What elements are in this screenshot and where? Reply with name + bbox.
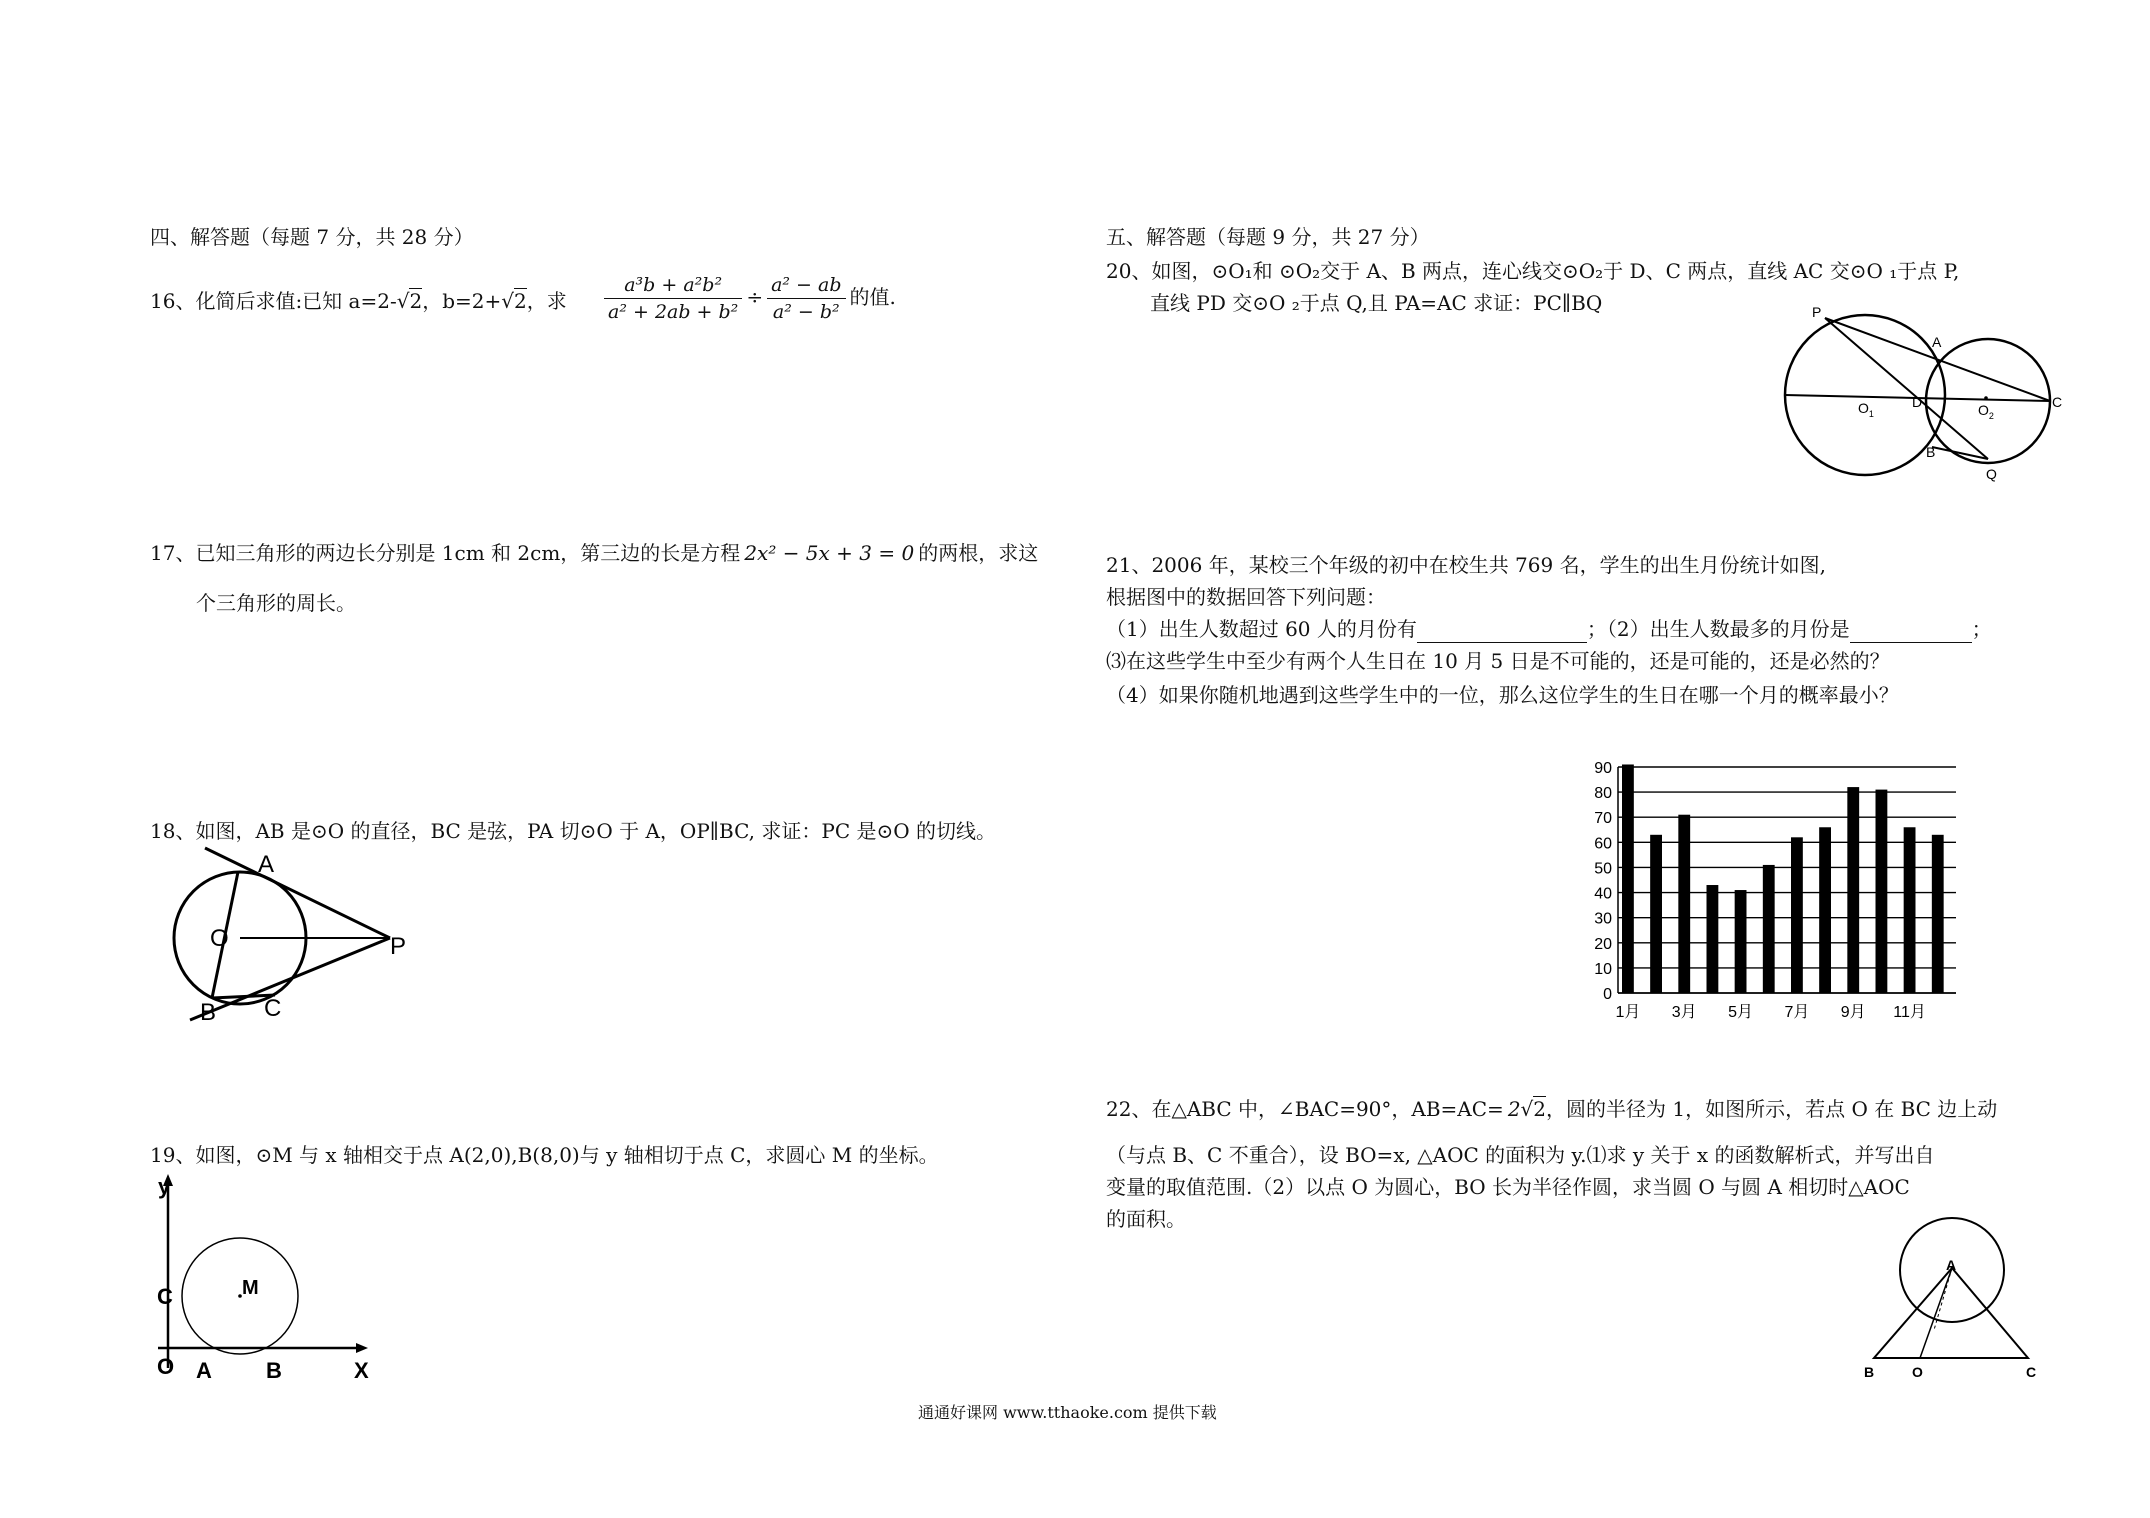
sqrt-sign: √	[1520, 1097, 1534, 1121]
bar	[1876, 790, 1888, 993]
question-16	[150, 288, 567, 314]
label-b: B	[200, 999, 217, 1026]
q16-mid: ，b=2+	[422, 289, 502, 313]
question-21-line5: （4）如果你随机地遇到这些学生中的一位，那么这位学生的生日在哪一个月的概率最小？	[1106, 683, 1899, 707]
birth-month-bar-chart	[1570, 755, 1970, 1025]
q17-equation: 2x² − 5x + 3 = 0	[744, 541, 915, 565]
question-19: 19、如图，⊙M 与 x 轴相交于点 A(2,0),B(8,0)与 y 轴相切于点 C，求圆心 M 的坐标。	[150, 1143, 939, 1167]
question-20-line2: 直线 PD 交⊙O ₂于点 Q,且 PA=AC 求证：PC∥BQ	[1150, 291, 1603, 315]
question-22-line2: （与点 B、C 不重合），设 BO=x, △AOC 的面积为 y.⑴求 y 关于 x 的函数解析式，并写出自	[1106, 1143, 1935, 1167]
label-o: O	[1912, 1364, 1923, 1380]
q22-coefficient: 2	[1507, 1097, 1521, 1121]
bar	[1678, 815, 1690, 993]
chart-y-ticks	[1594, 760, 1612, 1003]
triangle-abc	[1874, 1268, 2028, 1358]
question-17-line2: 个三角形的周长。	[196, 591, 356, 615]
sqrt-sign: √	[501, 289, 514, 313]
q16-expression	[600, 272, 896, 325]
question-18: 18、如图，AB 是⊙O 的直径，BC 是弦，PA 切⊙O 于 A，OP∥BC, 求证：PC 是⊙O 的切线。	[150, 819, 997, 843]
x-tick-label: 5月	[1728, 1004, 1754, 1021]
bar	[1904, 827, 1916, 993]
bar	[1735, 890, 1747, 993]
bar	[1763, 865, 1775, 993]
label-o1: $O_1$	[1858, 400, 1874, 419]
q16-mid2: ，求	[526, 289, 567, 313]
label-b: B	[1864, 1364, 1875, 1380]
label-b: B	[266, 1358, 282, 1383]
y-tick-label: 70	[1594, 810, 1612, 828]
y-tick-label: 40	[1594, 885, 1612, 903]
footer-text: 通通好课网 www.tthaoke.com 提供下载	[918, 1403, 1217, 1422]
q16-tail: 的值.	[849, 285, 896, 309]
label-p: P	[390, 933, 407, 960]
label-a: A	[258, 851, 275, 878]
fraction-2-numerator: a² − ab	[767, 272, 845, 299]
label-o: O	[210, 925, 229, 952]
label-o: O	[157, 1354, 175, 1379]
y-tick-label: 80	[1594, 785, 1612, 803]
q19-diagram	[150, 1170, 380, 1383]
center-o2	[1984, 396, 1988, 400]
q16-lead: 16、化简后求值:已知 a=2-	[150, 289, 397, 313]
question-21-line3	[1106, 616, 1992, 643]
y-tick-label: 10	[1594, 960, 1612, 978]
label-c: C	[157, 1284, 173, 1309]
q21-part2: ；（2）出生人数最多的月份是	[1586, 617, 1850, 641]
question-17-line1	[150, 540, 1038, 566]
label-c: C	[264, 995, 282, 1022]
q22-part1: 22、在△ABC 中，∠BAC=90°，AB=AC=	[1106, 1097, 1504, 1121]
sqrt-sign: √	[396, 289, 410, 313]
bar	[1622, 764, 1634, 993]
question-22-line3: 变量的取值范围.（2）以点 O 为圆心，BO 长为半径作圆，求当圆 O 与圆 A 相切时△AOC	[1106, 1175, 1910, 1199]
q18-diagram	[150, 840, 430, 1030]
fraction-1-denominator: a² + 2ab + b²	[608, 301, 739, 323]
question-21-line1: 21、2006 年，某校三个年级的初中在校生共 769 名，学生的出生月份统计如图,	[1106, 553, 1826, 577]
q16-sqrt-a: 2	[409, 289, 423, 313]
y-tick-label: 90	[1594, 760, 1612, 777]
label-p: P	[1812, 304, 1822, 320]
y-tick-label: 20	[1594, 935, 1612, 953]
bar	[1707, 885, 1719, 993]
question-22-line4: 的面积。	[1106, 1207, 1186, 1231]
x-axis-arrow	[356, 1343, 368, 1353]
x-tick-label: 9月	[1840, 1004, 1866, 1021]
question-20-line1: 20、如图，⊙O₁和 ⊙O₂交于 A、B 两点，连心线交⊙O₂于 D、C 两点，直线 AC 交⊙O ₁于点 P,	[1106, 259, 1960, 283]
label-m: M	[242, 1277, 259, 1299]
y-tick-label: 0	[1603, 986, 1612, 1003]
fraction-1-numerator: a³b + a²b²	[604, 272, 742, 299]
q22-diagram	[1860, 1210, 2050, 1385]
label-b: B	[1926, 444, 1936, 460]
fraction-2	[767, 272, 845, 325]
label-c: C	[2052, 394, 2063, 410]
x-tick-label: 3月	[1671, 1004, 1697, 1021]
x-tick-label: 1月	[1615, 1004, 1641, 1021]
question-21-line2: 根据图中的数据回答下列问题：	[1106, 585, 1386, 609]
line-pq	[1825, 318, 1988, 459]
answer-blank-2[interactable]	[1850, 616, 1972, 643]
bar	[1819, 827, 1831, 993]
chart-bars	[1622, 764, 1944, 993]
label-a: A	[196, 1358, 212, 1383]
q17-text: 17、已知三角形的两边长分别是 1cm 和 2cm，第三边的长是方程	[150, 541, 741, 565]
label-a: A	[1946, 1257, 1957, 1273]
label-c: C	[2026, 1364, 2037, 1380]
section5-heading: 五、解答题（每题 9 分，共 27 分）	[1106, 225, 1430, 249]
label-a: A	[1932, 334, 1942, 350]
q22-part2: ，圆的半径为 1，如图所示，若点 O 在 BC 边上动	[1546, 1097, 1998, 1121]
x-tick-label: 11月	[1893, 1004, 1926, 1021]
fraction-1	[604, 272, 742, 325]
question-21-line4: ⑶在这些学生中至少有两个人生日在 10 月 5 日是不可能的，还是可能的，还是必然的？	[1106, 649, 1890, 673]
bar	[1847, 787, 1859, 993]
fraction-2-denominator: a² − b²	[772, 301, 840, 323]
segment-ao	[1920, 1268, 1952, 1358]
section4-heading: 四、解答题（每题 7 分，共 28 分）	[150, 225, 474, 249]
divide-sign: ÷	[746, 285, 764, 309]
q21-part1: （1）出生人数超过 60 人的月份有	[1106, 617, 1417, 641]
y-tick-label: 50	[1594, 860, 1612, 878]
label-d: D	[1912, 394, 1923, 410]
q21-part3: ；	[1971, 617, 1992, 641]
y-tick-label: 30	[1594, 910, 1612, 928]
label-o2: $O_2$	[1978, 402, 1994, 421]
label-q: Q	[1986, 466, 1997, 482]
label-y: y	[158, 1174, 171, 1199]
bar	[1650, 835, 1662, 993]
q17-tail: 的两根，求这	[918, 541, 1039, 565]
chart-x-ticks	[1615, 1003, 1925, 1021]
bar	[1932, 835, 1944, 993]
label-x: X	[354, 1358, 369, 1383]
bar	[1791, 837, 1803, 993]
q22-sqrt: 2	[1533, 1097, 1547, 1121]
x-tick-label: 7月	[1784, 1004, 1810, 1021]
question-22-line1	[1106, 1096, 1997, 1122]
q20-diagram	[1770, 305, 2070, 490]
line-pc	[1825, 318, 2050, 401]
y-tick-label: 60	[1594, 835, 1612, 853]
answer-blank-1[interactable]	[1417, 616, 1587, 643]
q16-sqrt-b: 2	[514, 289, 527, 313]
